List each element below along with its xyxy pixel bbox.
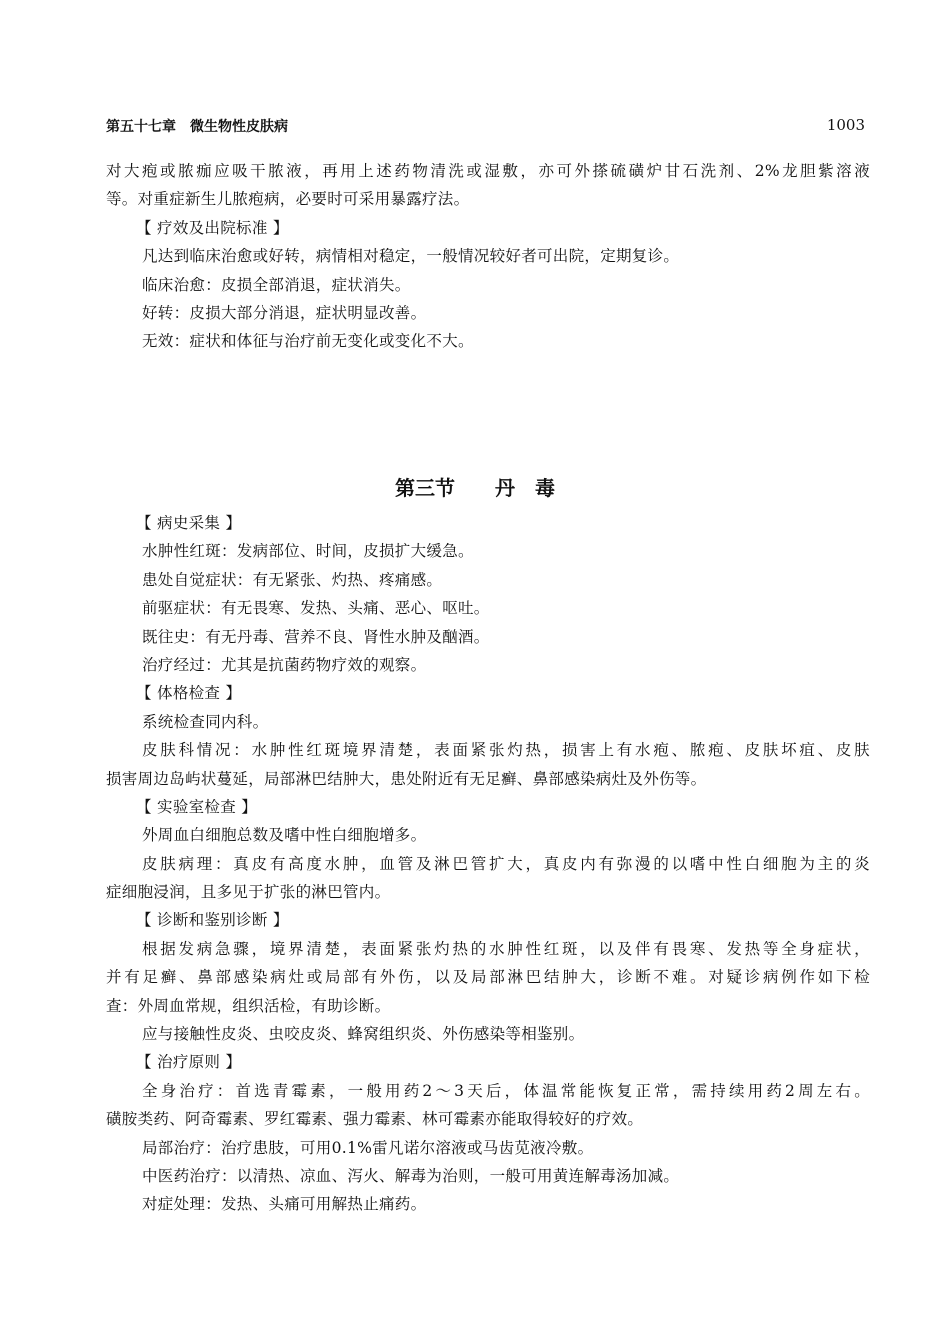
page-header (106, 116, 865, 136)
paragraph-line: 应与接触性皮炎、虫咬皮炎、蜂窝组织炎、外伤感染等相鉴别。 (142, 1025, 585, 1044)
section-heading: 【 实验室检查 】 (136, 797, 258, 816)
paragraph-line: 中医药治疗：以清热、凉血、泻火、解毒为治则，一般可用黄连解毒汤加减。 (142, 1166, 680, 1185)
paragraph-line: 对大疱或脓痂应吸干脓液，再用上述药物清洗或湿敷，亦可外搽硫磺炉甘石洗剂、2%龙胆紫溶液 (106, 162, 870, 180)
paragraph-line: 临床治愈：皮损全部消退，症状消失。 (142, 275, 411, 294)
paragraph-line: 水肿性红斑：发病部位、时间，皮损扩大缓急。 (142, 542, 474, 561)
paragraph-line: 对症处理：发热、头痛可用解热止痛药。 (142, 1195, 427, 1214)
top-section (106, 157, 870, 356)
section-heading: 【 治疗原则 】 (136, 1053, 242, 1072)
section-heading: 【 病史采集 】 (136, 514, 242, 532)
paragraph-line: 查：外周血常规，组织活检，有助诊断。 (106, 996, 391, 1015)
section-title: 第三节 丹 毒 (395, 476, 555, 500)
paragraph-line: 并有足癣、鼻部感染病灶或局部有外伤，以及局部淋巴结肿大，诊断不难。对疑诊病例作如下检 (106, 968, 870, 987)
paragraph-line: 治疗经过：尤其是抗菌药物疗效的观察。 (142, 655, 427, 674)
paragraph-line: 系统检查同内科。 (142, 712, 269, 731)
paragraph-line: 好转：皮损大部分消退，症状明显改善。 (142, 303, 427, 322)
section-heading: 【 疗效及出院标准 】 (136, 218, 289, 237)
paragraph-line: 既往史：有无丹毒、营养不良、肾性水肿及酗酒。 (142, 627, 490, 646)
section-heading: 【 体格检查 】 (136, 684, 242, 703)
paragraph-line: 前驱症状：有无畏寒、发热、头痛、恶心、呕吐。 (142, 599, 490, 618)
paragraph-line: 无效：症状和体征与治疗前无变化或变化不大。 (142, 332, 474, 351)
paragraph-line: 磺胺类药、阿奇霉素、罗红霉素、强力霉素、林可霉素亦能取得较好的疗效。 (106, 1110, 644, 1129)
paragraph-line: 皮肤病理：真皮有高度水肿，血管及淋巴管扩大，真皮内有弥漫的以嗜中性白细胞为主的炎 (142, 854, 870, 873)
page-number: 1003 (826, 116, 865, 134)
paragraph-line: 局部治疗：治疗患肢，可用0.1%雷凡诺尔溶液或马齿苋液冷敷。 (142, 1138, 594, 1157)
paragraph-line: 根据发病急骤，境界清楚，表面紧张灼热的水肿性红斑，以及伴有畏寒、发热等全身症状， (142, 939, 870, 958)
paragraph-line: 损害周边岛屿状蔓延，局部淋巴结肿大，患处附近有无足癣、鼻部感染病灶及外伤等。 (106, 769, 707, 788)
paragraph-line: 全身治疗：首选青霉素，一般用药2～3天后，体温常能恢复正常，需持续用药2周左右。 (142, 1081, 870, 1100)
section-heading: 【 诊断和鉴别诊断 】 (136, 911, 289, 930)
paragraph-line: 症细胞浸润，且多见于扩张的淋巴管内。 (106, 883, 391, 902)
paragraph-line: 凡达到临床治愈或好转，病情相对稳定，一般情况较好者可出院，定期复诊。 (142, 247, 680, 266)
paragraph-line: 患处自觉症状：有无紧张、灼热、疼痛感。 (142, 570, 443, 589)
paragraph-line: 等。对重症新生儿脓疱病，必要时可采用暴露疗法。 (106, 190, 470, 209)
paragraph-line: 皮肤科情况：水肿性红斑境界清楚，表面紧张灼热，损害上有水疱、脓疱、皮肤坏疽、皮肤 (142, 741, 870, 760)
main-section (106, 509, 870, 1219)
paragraph-line: 外周血白细胞总数及嗜中性白细胞增多。 (142, 826, 427, 845)
chapter-title: 第五十七章 微生物性皮肤病 (106, 119, 288, 135)
